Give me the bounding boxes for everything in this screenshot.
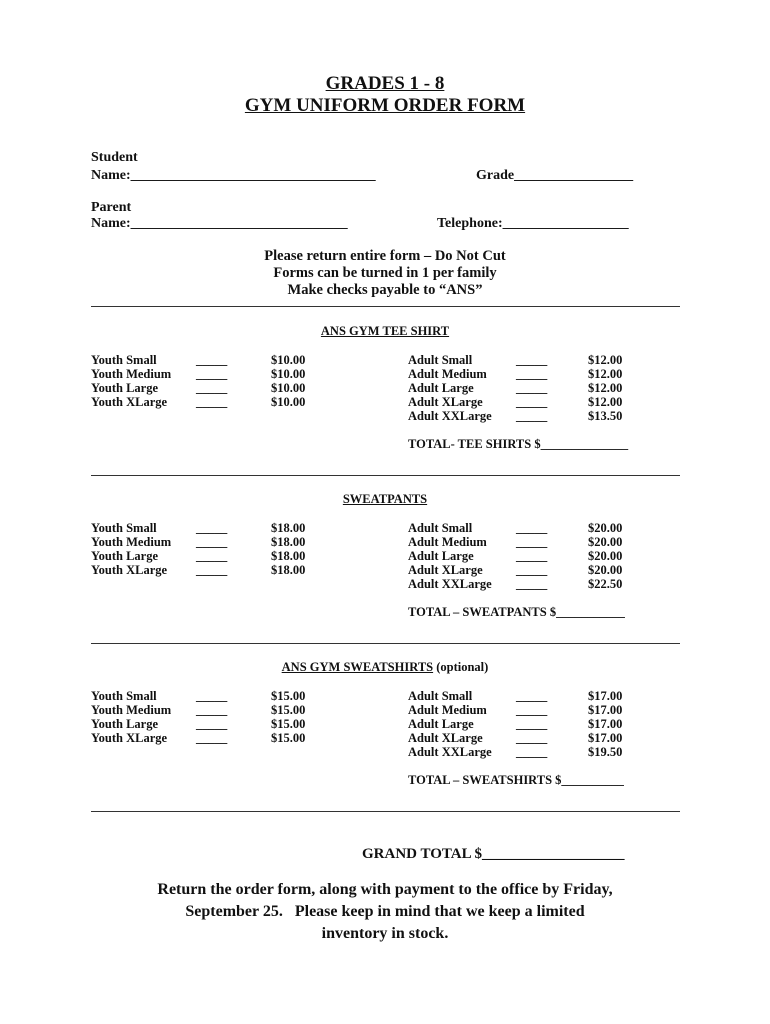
- footer-note: [0, 879, 770, 945]
- youth-quantity-blank[interactable]: _____: [196, 563, 228, 577]
- adult-price: $20.00: [588, 535, 623, 549]
- youth-price: $10.00: [271, 381, 306, 395]
- sweatshirts-section-title: [0, 660, 770, 675]
- sweatshirts-total-field[interactable]: TOTAL – SWEATSHIRTS $__________: [408, 773, 624, 787]
- youth-size-label: Youth XLarge: [91, 563, 168, 577]
- adult-price: $12.00: [588, 381, 623, 395]
- youth-price: $18.00: [271, 521, 306, 535]
- youth-size-label: Youth Large: [91, 717, 159, 731]
- youth-quantity-blank[interactable]: _____: [196, 395, 228, 409]
- adult-quantity-blank[interactable]: _____: [516, 395, 548, 409]
- sweatpants-title-text: SWEATPANTS: [342, 492, 428, 506]
- tee-shirt-section-title: [0, 324, 770, 339]
- adult-size-label: Adult Small: [408, 353, 473, 367]
- youth-size-label: Youth Large: [91, 381, 159, 395]
- youth-size-label: Youth XLarge: [91, 731, 168, 745]
- adult-quantity-blank[interactable]: _____: [516, 745, 548, 759]
- youth-size-label: Youth Medium: [91, 535, 172, 549]
- adult-quantity-blank[interactable]: _____: [516, 549, 548, 563]
- instruction-line: Forms can be turned in 1 per family: [273, 265, 497, 281]
- youth-price: $15.00: [271, 703, 306, 717]
- form-title-grades: GRADES 1 - 8: [325, 73, 445, 94]
- footer-line: Return the order form, along with payment to the office by Friday,: [157, 881, 613, 898]
- youth-size-label: Youth Small: [91, 689, 157, 703]
- youth-quantity-blank[interactable]: _____: [196, 381, 228, 395]
- youth-quantity-blank[interactable]: _____: [196, 367, 228, 381]
- adult-quantity-blank[interactable]: _____: [516, 577, 548, 591]
- youth-size-label: Youth XLarge: [91, 395, 168, 409]
- parent-name-field[interactable]: Name:_______________________________: [91, 216, 348, 231]
- adult-price: $20.00: [588, 549, 623, 563]
- adult-size-label: Adult XLarge: [408, 395, 483, 409]
- adult-size-label: Adult XLarge: [408, 731, 483, 745]
- parent-label: Parent: [91, 200, 132, 215]
- footer-line: inventory in stock.: [321, 925, 449, 942]
- adult-size-label: Adult XXLarge: [408, 409, 492, 423]
- footer-line: September 25. Please keep in mind that we keep a limited: [185, 903, 585, 920]
- youth-quantity-blank[interactable]: _____: [196, 731, 228, 745]
- youth-quantity-blank[interactable]: _____: [196, 535, 228, 549]
- adult-size-label: Adult XXLarge: [408, 745, 492, 759]
- youth-price: $15.00: [271, 689, 306, 703]
- youth-size-label: Youth Medium: [91, 703, 172, 717]
- youth-size-label: Youth Small: [91, 353, 157, 367]
- youth-size-label: Youth Large: [91, 549, 159, 563]
- instruction-line: Make checks payable to “ANS”: [287, 282, 483, 298]
- adult-quantity-blank[interactable]: _____: [516, 731, 548, 745]
- adult-price: $17.00: [588, 731, 623, 745]
- sweatpants-section-title: [0, 492, 770, 507]
- form-title-main: GYM UNIFORM ORDER FORM: [244, 95, 526, 116]
- adult-size-label: Adult Large: [408, 549, 474, 563]
- adult-quantity-blank[interactable]: _____: [516, 353, 548, 367]
- adult-size-label: Adult Large: [408, 717, 474, 731]
- instruction-line: Please return entire form – Do Not Cut: [264, 248, 506, 264]
- adult-price: $17.00: [588, 717, 623, 731]
- youth-quantity-blank[interactable]: _____: [196, 521, 228, 535]
- youth-price: $15.00: [271, 731, 306, 745]
- tee-shirt-title-text: ANS GYM TEE SHIRT: [320, 324, 450, 338]
- youth-quantity-blank[interactable]: _____: [196, 353, 228, 367]
- adult-price: $22.50: [588, 577, 623, 591]
- divider: [91, 643, 680, 644]
- adult-size-label: Adult Medium: [408, 535, 487, 549]
- adult-size-label: Adult Small: [408, 689, 473, 703]
- youth-price: $18.00: [271, 535, 306, 549]
- adult-price: $13.50: [588, 409, 623, 423]
- adult-quantity-blank[interactable]: _____: [516, 703, 548, 717]
- adult-quantity-blank[interactable]: _____: [516, 381, 548, 395]
- grand-total-field[interactable]: GRAND TOTAL $___________________: [362, 846, 625, 862]
- adult-size-label: Adult Small: [408, 521, 473, 535]
- student-label: Student: [91, 150, 138, 165]
- youth-quantity-blank[interactable]: _____: [196, 689, 228, 703]
- adult-price: $19.50: [588, 745, 623, 759]
- youth-quantity-blank[interactable]: _____: [196, 703, 228, 717]
- youth-price: $18.00: [271, 549, 306, 563]
- youth-quantity-blank[interactable]: _____: [196, 549, 228, 563]
- adult-price: $17.00: [588, 689, 623, 703]
- divider: [91, 475, 680, 476]
- adult-price: $12.00: [588, 395, 623, 409]
- adult-size-label: Adult Medium: [408, 703, 487, 717]
- adult-size-label: Adult XLarge: [408, 563, 483, 577]
- youth-size-label: Youth Medium: [91, 367, 172, 381]
- sweatpants-total-field[interactable]: TOTAL – SWEATPANTS $___________: [408, 605, 625, 619]
- adult-quantity-blank[interactable]: _____: [516, 367, 548, 381]
- youth-price: $10.00: [271, 367, 306, 381]
- adult-quantity-blank[interactable]: _____: [516, 521, 548, 535]
- sweatshirts-optional-note: (optional): [433, 660, 489, 674]
- adult-price: $20.00: [588, 521, 623, 535]
- adult-size-label: Adult Large: [408, 381, 474, 395]
- youth-price: $10.00: [271, 353, 306, 367]
- adult-size-label: Adult Medium: [408, 367, 487, 381]
- student-name-field[interactable]: Name:___________________________________: [91, 168, 376, 183]
- adult-quantity-blank[interactable]: _____: [516, 689, 548, 703]
- adult-quantity-blank[interactable]: _____: [516, 535, 548, 549]
- divider: [91, 811, 680, 812]
- tee-shirt-total-field[interactable]: TOTAL- TEE SHIRTS $______________: [408, 437, 629, 451]
- grade-field[interactable]: Grade_________________: [476, 168, 634, 183]
- divider: [91, 306, 680, 307]
- youth-price: $18.00: [271, 563, 306, 577]
- adult-size-label: Adult XXLarge: [408, 577, 492, 591]
- youth-price: $15.00: [271, 717, 306, 731]
- adult-quantity-blank[interactable]: _____: [516, 717, 548, 731]
- adult-price: $17.00: [588, 703, 623, 717]
- adult-price: $20.00: [588, 563, 623, 577]
- youth-price: $10.00: [271, 395, 306, 409]
- youth-size-label: Youth Small: [91, 521, 157, 535]
- adult-quantity-blank[interactable]: _____: [516, 409, 548, 423]
- telephone-field[interactable]: Telephone:__________________: [437, 216, 629, 231]
- adult-quantity-blank[interactable]: _____: [516, 563, 548, 577]
- sweatshirts-title-text: ANS GYM SWEATSHIRTS: [281, 660, 434, 674]
- youth-quantity-blank[interactable]: _____: [196, 717, 228, 731]
- adult-price: $12.00: [588, 353, 623, 367]
- adult-price: $12.00: [588, 367, 623, 381]
